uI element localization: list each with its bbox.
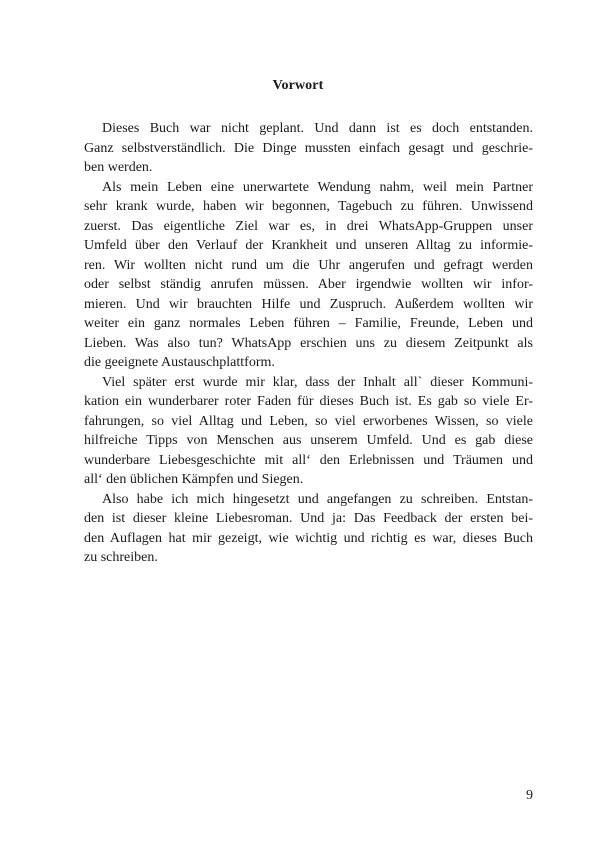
text-line: zuerst. Das eigentliche Ziel war es, in drei WhatsApp-Gruppen unser: [84, 218, 533, 234]
text-line: hilfreiche Tipps von Menschen aus unserem Umfeld. Und es gab diese: [84, 433, 533, 448]
text-line: sehr krank wurde, haben wir begonnen, Tagebuch zu führen. Unwissend: [84, 199, 533, 214]
paragraph: [84, 373, 533, 490]
text-line: Also habe ich mich hingesetzt und angefangen zu schreiben. Entstan-: [102, 491, 533, 507]
text-line: oder selbst ständig anrufen müssen. Aber irgendwie wollten wir infor-: [84, 277, 533, 292]
text-line: ren. Wir wollten nicht rund um die Uhr angerufen und gefragt werden: [84, 257, 533, 273]
text-line: den ist dieser kleine Liebesroman. Und ja: Das Feedback der ersten bei-: [84, 511, 533, 526]
text-line: den Auflagen hat mir gezeigt, wie wichtig und richtig es war, dieses Buch: [84, 530, 533, 546]
paragraph: [84, 119, 533, 178]
text-line: weiter ein ganz normales Leben führen – Familie, Freunde, Leben und: [84, 316, 533, 331]
paragraph: [84, 490, 533, 568]
text-line: die geeignete Austauschplattform.: [84, 355, 275, 370]
text-line: kation ein wunderbarer roter Faden für dieses Buch ist. Es gab so viele Er-: [84, 394, 533, 409]
text-line: Dieses Buch war nicht geplant. Und dann ist es doch entstanden.: [102, 121, 533, 136]
text-line: zu schreiben.: [84, 550, 158, 565]
text-line: mieren. Und wir brauchten Hilfe und Zuspruch. Außerdem wollten wir: [84, 296, 533, 312]
text-line: Ganz selbstverständlich. Die Dinge mussten einfach gesagt und geschrie-: [84, 140, 533, 156]
chapter-title: Vorwort: [272, 78, 324, 93]
text-line: Umfeld über den Verlauf der Krankheit und unseren Alltag zu informie-: [84, 238, 533, 253]
page-number: 9: [526, 788, 533, 803]
text-line: fahrungen, so viel Alltag und Leben, so viel erworbenes Wissen, so viele: [84, 413, 533, 429]
paragraph: [84, 178, 533, 373]
text-line: Viel später erst wurde mir klar, dass der Inhalt all` dieser Kommuni-: [102, 374, 533, 390]
text-line: Lieben. Was also tun? WhatsApp erschien uns zu diesem Zeitpunkt als: [84, 335, 533, 351]
text-line: ben werden.: [84, 160, 153, 175]
body-text: [84, 119, 533, 568]
text-line: all‘ den üblichen Kämpfen und Siegen.: [84, 472, 304, 487]
text-line: wunderbare Liebesgeschichte mit all‘ den Erlebnissen und Träumen und: [84, 452, 533, 468]
text-line: Als mein Leben eine unerwartete Wendung nahm, weil mein Partner: [102, 179, 533, 195]
